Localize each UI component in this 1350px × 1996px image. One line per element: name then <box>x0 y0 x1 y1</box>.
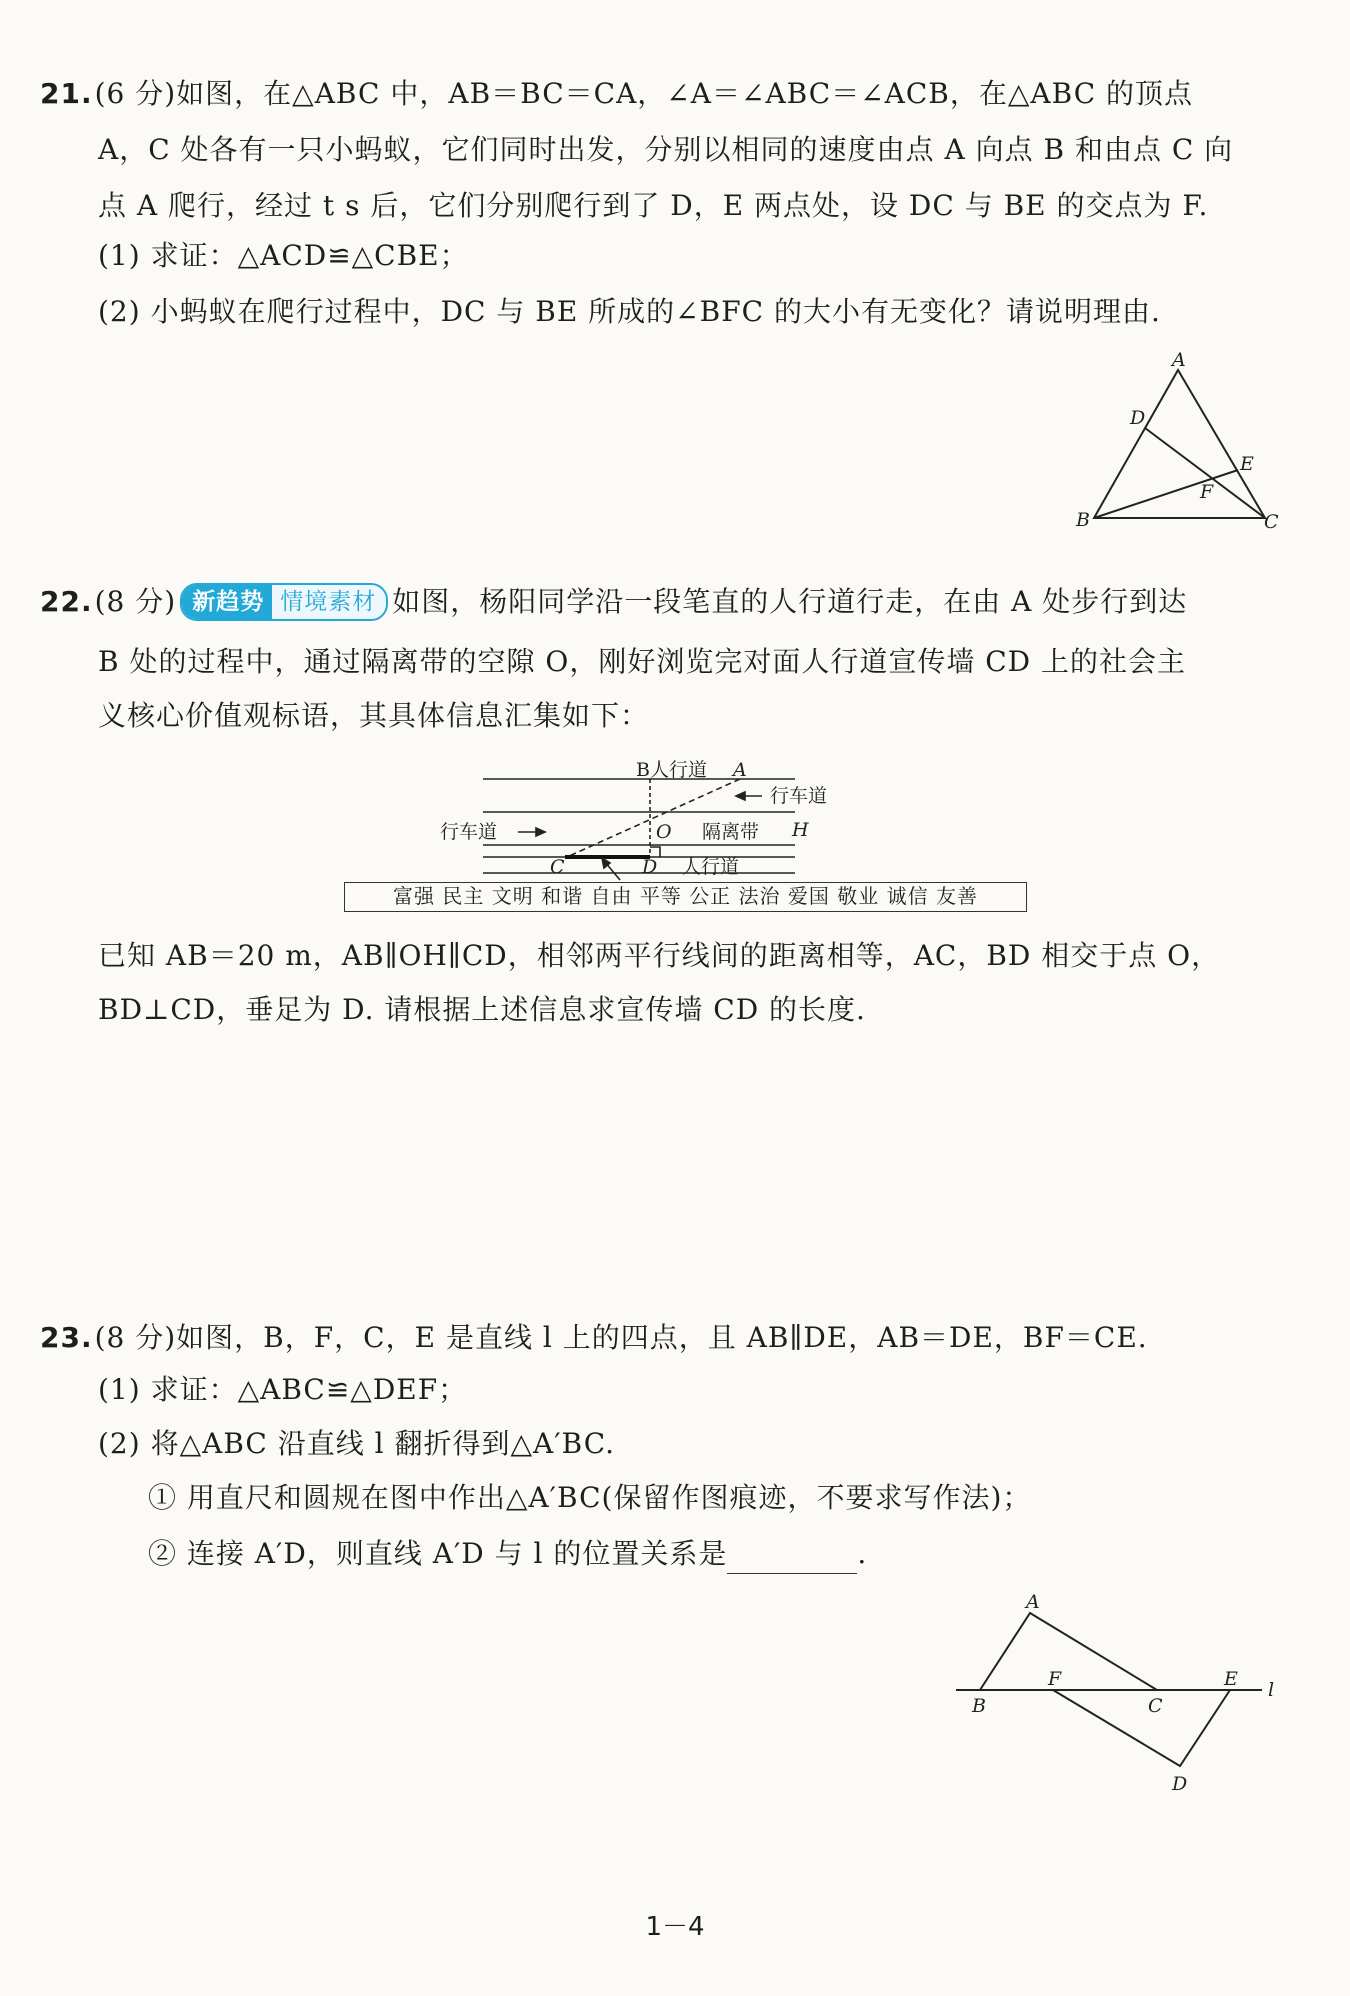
q21-text-1: (6 分)如图，在△ABC 中，AB＝BC＝CA，∠A＝∠ABC＝∠ACB，在△ABC 的顶点 <box>94 77 1194 110</box>
q21-text-3: 点 A 爬行，经过 t s 后，它们分别爬行到了 D，E 两点处，设 DC 与 BE 的交点为 F. <box>98 189 1209 222</box>
q23-text-1: (8 分)如图，B，F，C，E 是直线 l 上的四点，且 AB∥DE，AB＝DE，BF＝CE. <box>94 1321 1148 1354</box>
q22-label-road-right: 行车道 <box>770 785 828 807</box>
q21-part-1: (1) 求证：△ACD≌△CBE； <box>98 239 469 272</box>
q22-number: 22. <box>40 585 93 618</box>
q23-part-1: (1) 求证：△ABC≌△DEF； <box>98 1373 468 1406</box>
q22-text-2: B 处的过程中，通过隔离带的空隙 O，刚好浏览完对面人行道宣传墙 CD 上的社会主 <box>98 645 1187 678</box>
q23-label-f: F <box>1048 1668 1062 1690</box>
q22-text-3: 义核心价值观标语，其具体信息汇集如下： <box>98 699 650 732</box>
q23-label-c: C <box>1148 1695 1163 1717</box>
q22-label-road-left: 行车道 <box>440 821 498 843</box>
q23-label-d: D <box>1172 1773 1188 1795</box>
q22-label-b-walk: B人行道 <box>636 759 707 781</box>
q21-label-f: F <box>1200 481 1214 503</box>
q21-label-a: A <box>1172 349 1186 371</box>
q22-label-o: O <box>656 821 672 843</box>
q22-label-c: C <box>550 856 565 878</box>
q23-triangle-def <box>1053 1690 1230 1766</box>
q22-label-a: A <box>733 759 747 781</box>
q23-triangle-abc <box>980 1613 1157 1690</box>
q21-label-e: E <box>1240 453 1254 475</box>
q21-text-2: A，C 处各有一只小蚂蚁，它们同时出发，分别以相同的速度由点 A 向点 B 和由点 C 向 <box>98 133 1234 166</box>
q21-label-d: D <box>1130 407 1146 429</box>
q23-number: 23. <box>40 1321 93 1354</box>
q22-label-h: H <box>792 819 809 841</box>
q22-label-walk-bottom: 人行道 <box>682 856 740 878</box>
q22-label-median: 隔离带 <box>702 821 760 843</box>
q23-label-l: l <box>1268 1679 1275 1701</box>
q21-part-2: (2) 小蚂蚁在爬行过程中，DC 与 BE 所成的∠BFC 的大小有无变化？请说明理由. <box>98 295 1161 328</box>
q22-badge-main: 新趋势 <box>182 585 272 619</box>
q23-part-2: (2) 将△ABC 沿直线 l 翻折得到△A′BC. <box>98 1427 616 1460</box>
q23-sub-2: ② 连接 A′D，则直线 A′D 与 l 的位置关系是 <box>148 1537 728 1570</box>
q21-label-c: C <box>1264 511 1279 533</box>
q23-label-a: A <box>1026 1591 1040 1613</box>
q23-label-b: B <box>972 1695 986 1717</box>
q22-text-4: 已知 AB＝20 m，AB∥OH∥CD，相邻两平行线间的距离相等，AC，BD 相交于点 O， <box>98 939 1221 972</box>
q23-sub-2-end: . <box>857 1537 868 1570</box>
q22-score: (8 分) <box>94 585 177 618</box>
q22-text-5: BD⊥CD，垂足为 D. 请根据上述信息求宣传墙 CD 的长度. <box>98 993 866 1026</box>
q22-text-1: 如图，杨阳同学沿一段笔直的人行道行走，在由 A 处步行到达 <box>392 585 1188 618</box>
q21-number: 21. <box>40 77 93 110</box>
page-number: 1－4 <box>645 1912 705 1942</box>
q21-label-b: B <box>1076 509 1090 531</box>
q22-slogan-wall: 富强 民主 文明 和谐 自由 平等 公正 法治 爱国 敬业 诚信 友善 <box>344 882 1027 912</box>
q22-label-d: D <box>642 856 658 878</box>
q23-label-e: E <box>1224 1668 1238 1690</box>
q23-sub-1: ① 用直尺和圆规在图中作出△A′BC(保留作图痕迹，不要求写作法)； <box>148 1481 1032 1514</box>
q22-badge-sub: 情境素材 <box>272 585 386 619</box>
